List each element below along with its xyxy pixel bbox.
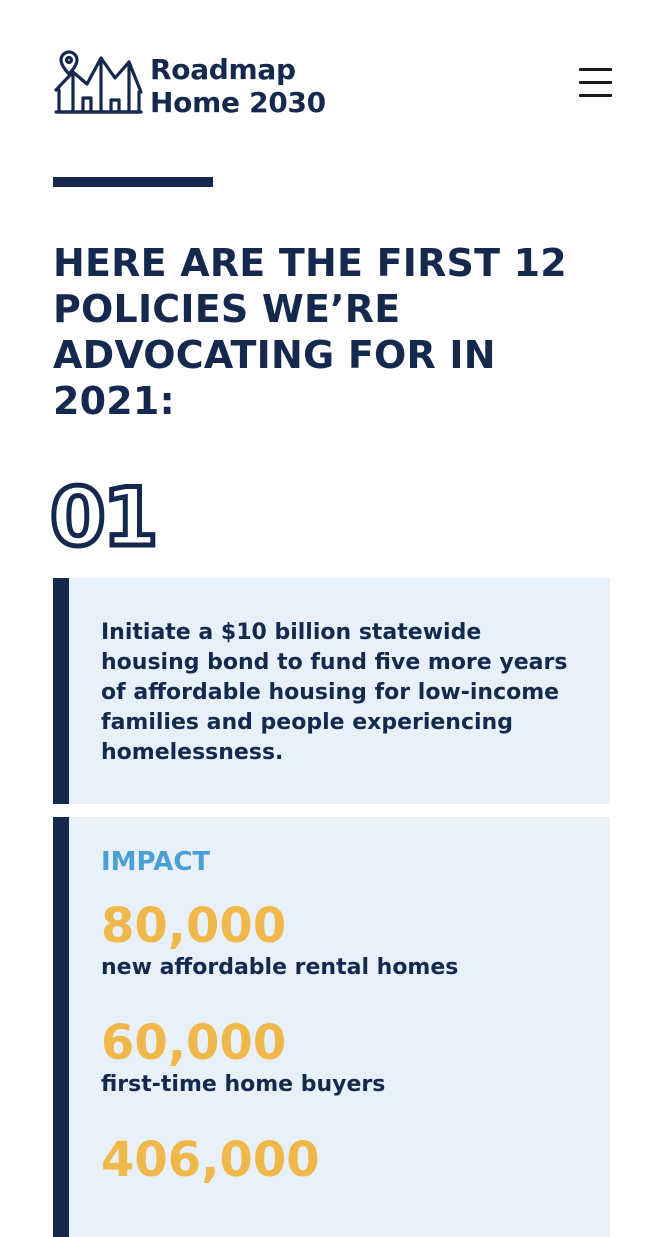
site-header [53,48,613,120]
policy-text: Initiate a $10 billion statewide housing bond to fund five more years of affordable housing for low-income families and people experiencing homelessness. [101,620,568,765]
hamburger-menu-icon[interactable] [579,66,613,98]
logo-line-2: Home 2030 [150,86,326,119]
page-heading: HERE ARE THE FIRST 12 POLICIES WE’RE ADVOCATING FOR IN 2021: [53,241,567,423]
menu-bar [579,94,612,97]
stat-description: new affordable rental homes [101,955,459,980]
stat-description: first-time home buyers [101,1072,386,1097]
policy-number: 01 [50,471,156,564]
stat-value: 80,000 [101,898,287,954]
menu-bar [579,81,612,84]
impact-stat [101,1014,601,1100]
policy-card [53,578,610,804]
impact-label: IMPACT [101,847,211,877]
impact-stat [101,897,601,983]
impact-stat [101,1131,601,1187]
impact-card [53,817,610,1237]
logo-text [150,53,326,119]
house-map-pin-icon [53,48,143,118]
logo-link[interactable] [53,48,343,120]
section-divider [53,177,213,187]
stat-value: 60,000 [101,1015,287,1071]
logo-line-1: Roadmap [150,53,296,86]
stat-value: 406,000 [101,1132,320,1188]
menu-bar [579,68,612,71]
